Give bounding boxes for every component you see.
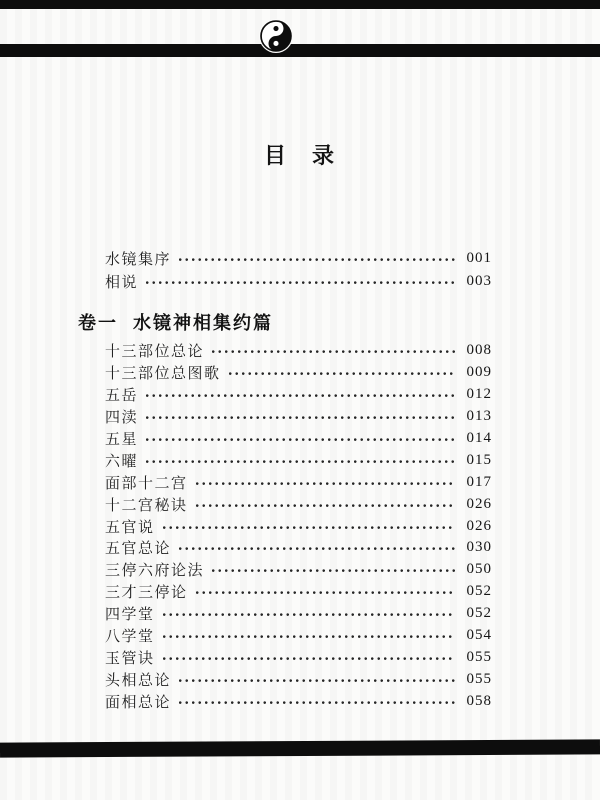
toc-entry: [105, 362, 492, 384]
dotted-leader: [163, 635, 455, 639]
footer-rule: [0, 739, 600, 757]
dotted-leader: [146, 394, 455, 398]
toc-entry: [105, 646, 492, 668]
toc-entry-title: 头相总论: [105, 672, 172, 689]
dotted-leader: [212, 569, 455, 573]
dotted-leader: [196, 482, 455, 486]
toc-entry-page-number: 052: [466, 605, 492, 622]
toc-entry-page-number: 001: [466, 250, 492, 266]
toc-entry: [105, 515, 492, 537]
header-rule-bottom: [0, 44, 600, 57]
dotted-leader: [196, 591, 455, 595]
dotted-leader: [146, 416, 455, 420]
dotted-leader: [229, 372, 455, 376]
dotted-leader: [163, 613, 455, 617]
toc-entry-title: 面相总论: [105, 694, 172, 711]
toc-entry-list: [105, 340, 492, 712]
taiji-yinyang-icon: [259, 19, 293, 53]
front-matter-list: [105, 247, 492, 293]
page-title: 目 录: [263, 143, 336, 168]
toc-entry-page-number: 058: [466, 692, 492, 709]
toc-entry-page-number: 055: [466, 670, 492, 687]
toc-entry-page-number: 017: [466, 473, 492, 490]
toc-entry-title: 八学堂: [105, 629, 155, 646]
toc-entry-page-number: 014: [466, 430, 492, 446]
toc-entry-title: 六曜: [105, 453, 139, 470]
toc-entry-page-number: 009: [466, 364, 492, 381]
toc-entry: [105, 270, 492, 293]
toc-entry-title: 四渎: [105, 410, 139, 427]
toc-entry: [105, 603, 492, 625]
dotted-leader: [163, 657, 455, 661]
toc-entry-page-number: 008: [466, 342, 492, 359]
toc-entry-title: 五官说: [105, 519, 155, 536]
toc-entry-page-number: 052: [466, 583, 492, 600]
section-title: 水镜神相集约篇: [133, 313, 273, 333]
toc-entry-title: 十三部位总论: [105, 344, 205, 361]
toc-entry-page-number: 003: [466, 273, 492, 289]
toc-entry: [105, 406, 492, 428]
table-of-contents: [78, 247, 492, 712]
section-header: [78, 309, 492, 337]
toc-entry-page-number: 026: [466, 495, 492, 512]
dotted-leader: [146, 460, 455, 464]
toc-entry-page-number: 050: [466, 561, 492, 578]
toc-entry-page-number: 026: [466, 517, 492, 534]
section-volume-label: 卷一: [78, 313, 118, 333]
dotted-leader: [179, 547, 455, 551]
toc-entry: [105, 559, 492, 581]
toc-entry-page-number: 013: [466, 408, 492, 425]
dotted-leader: [212, 350, 455, 354]
toc-entry: [105, 247, 492, 270]
toc-entry-title: 三才三停论: [105, 585, 188, 602]
toc-entry: [105, 625, 492, 647]
toc-entry: [105, 340, 492, 362]
toc-entry-title: 水镜集序: [105, 252, 172, 268]
toc-entry: [105, 537, 492, 559]
toc-entry-title: 相说: [105, 275, 139, 291]
toc-entry: [105, 493, 492, 515]
dotted-leader: [179, 701, 455, 705]
toc-entry-title: 十三部位总图歌: [105, 366, 221, 383]
toc-entry-title: 五官总论: [105, 541, 172, 558]
dotted-leader: [163, 526, 455, 530]
toc-entry-page-number: 055: [466, 648, 492, 665]
toc-entry: [105, 449, 492, 471]
toc-entry-title: 玉管诀: [105, 650, 155, 667]
dotted-leader: [179, 679, 455, 683]
toc-entry: [105, 690, 492, 712]
toc-entry: [105, 668, 492, 690]
toc-entry-title: 面部十二宫: [105, 475, 188, 492]
dotted-leader: [179, 258, 455, 262]
toc-entry-title: 四学堂: [105, 607, 155, 624]
toc-entry: [105, 471, 492, 493]
toc-entry: [105, 384, 492, 406]
toc-entry-page-number: 012: [466, 386, 492, 403]
toc-entry-title: 三停六府论法: [105, 563, 205, 580]
header-rule-top: [0, 0, 600, 9]
toc-entry-page-number: 054: [466, 627, 492, 644]
toc-entry-title: 十二宫秘诀: [105, 497, 188, 514]
toc-entry-title: 五岳: [105, 388, 139, 405]
dotted-leader: [146, 281, 455, 285]
toc-entry-page-number: 015: [466, 451, 492, 468]
dotted-leader: [196, 504, 455, 508]
dotted-leader: [146, 438, 455, 442]
toc-entry: [105, 581, 492, 603]
toc-entry-title: 五星: [105, 432, 139, 448]
toc-entry-page-number: 030: [466, 539, 492, 556]
toc-entry: [105, 428, 492, 450]
